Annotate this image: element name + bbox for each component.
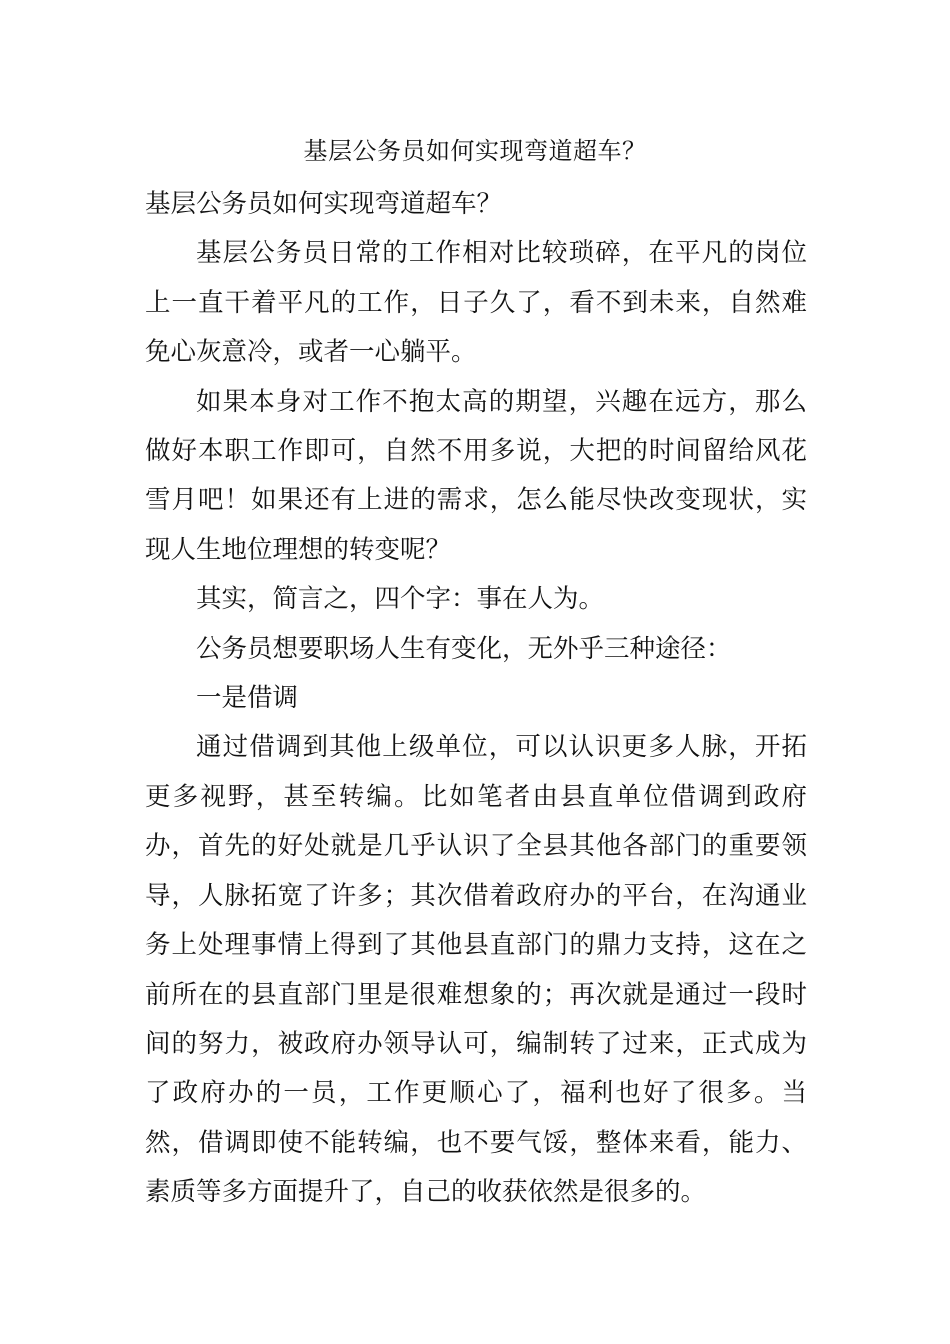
document-subtitle: 基层公务员如何实现弯道超车？ xyxy=(145,189,503,219)
section-heading: 一是借调 xyxy=(196,683,299,714)
paragraph: 基层公务员日常的工作相对比较琐碎，在平凡的岗位上一直干着平凡的工作，日子久了，看不到未来，自然难免心灰意冷，或者一心躺平。 xyxy=(145,238,807,368)
paragraph: 其实，简言之，四个字：事在人为。 xyxy=(196,584,605,615)
document-title: 基层公务员如何实现弯道超车？ xyxy=(303,137,647,165)
paragraph: 通过借调到其他上级单位，可以认识更多人脉，开拓更多视野，甚至转编。比如笔者由县直单位借调到政府办，首先的好处就是几乎认识了全县其他各部门的重要领导，人脉拓宽了许多；其次借着政府办的平台，在沟通业务上处理事情上得到了其他县直部门的鼎力支持，这在之前所在的县直部门里是很难想象的；再次就是通过一段时间的努力，被政府办领导认可，编制转了过来，正式成为了政府办的一员，工作更顺心了，福利也好了很多。当然，借调即使不能转编，也不要气馁，整体来看，能力、素质等多方面提升了，自己的收获依然是很多的。 xyxy=(145,732,807,1208)
paragraph: 公务员想要职场人生有变化，无外乎三种途径： xyxy=(196,633,732,664)
paragraph: 如果本身对工作不抱太高的期望，兴趣在远方，那么做好本职工作即可，自然不用多说，大把的时间留给风花雪月吧！如果还有上进的需求，怎么能尽快改变现状，实现人生地位理想的转变呢？ xyxy=(145,386,807,565)
document-body xyxy=(145,180,807,1218)
